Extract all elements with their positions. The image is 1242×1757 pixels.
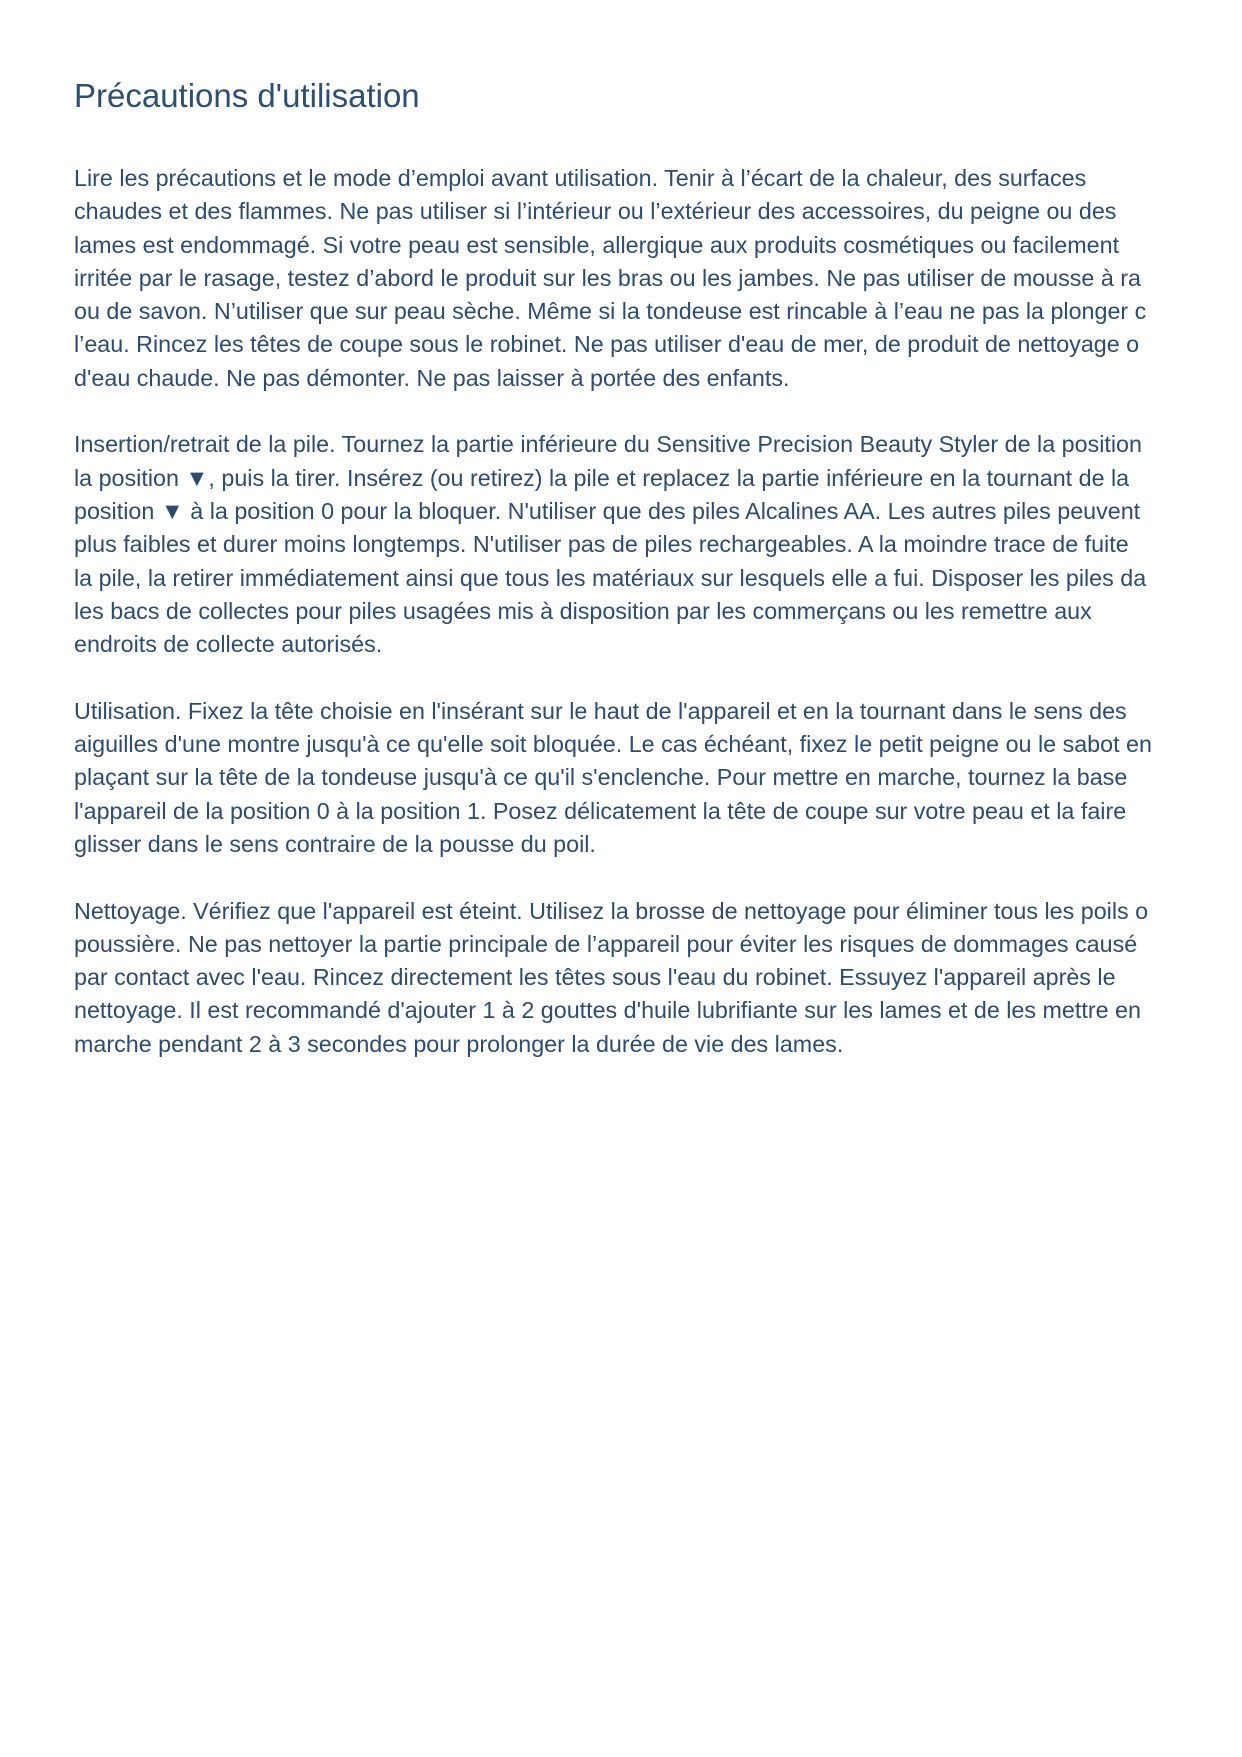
text-line: l'appareil de la position 0 à la position 1. Posez délicatement la tête de coupe sur votre peau et la faire (74, 797, 1127, 824)
text-line: les bacs de collectes pour piles usagées mis à disposition par les commerçans ou les remettre aux (74, 597, 1092, 624)
text-line: l’eau. Rincez les têtes de coupe sous le robinet. Ne pas utiliser d'eau de mer, de produit de nettoyage o (74, 331, 1140, 358)
text-line: marche pendant 2 à 3 secondes pour prolonger la durée de vie des lames. (74, 1030, 844, 1057)
text-line: plus faibles et durer moins longtemps. N'utiliser pas de piles rechargeables. A la moindre trace de fuite (74, 531, 1129, 558)
paragraph-battery (74, 428, 1184, 661)
text-line: d'eau chaude. Ne pas démonter. Ne pas laisser à portée des enfants. (74, 364, 790, 391)
text-line: nettoyage. Il est recommandé d'ajouter 1 à 2 gouttes d'huile lubrifiante sur les lames et de les mettre en (74, 997, 1141, 1024)
text-line: lames est endommagé. Si votre peau est sensible, allergique aux produits cosmétiques ou facilement (74, 231, 1120, 258)
paragraph-precautions (74, 162, 1184, 395)
text-line: chaudes et des flammes. Ne pas utiliser si l’intérieur ou l’extérieur des accessoires, du peigne ou des (74, 198, 1117, 225)
paragraph-spacer (74, 395, 1184, 428)
text-line: Insertion/retrait de la pile. Tournez la partie inférieure du Sensitive Precision Beauty Styler de la position (74, 431, 1142, 458)
paragraph-cleaning (74, 895, 1184, 1061)
text-line: aiguilles d'une montre jusqu'à ce qu'elle soit bloquée. Le cas échéant, fixez le petit peigne ou le sabot en (74, 731, 1152, 758)
document-body (74, 162, 1184, 1162)
text-line: endroits de collecte autorisés. (74, 631, 383, 658)
text-line: ou de savon. N’utiliser que sur peau sèche. Même si la tondeuse est rincable à l’eau ne pas la plonger c (74, 298, 1147, 325)
paragraph-spacer (74, 861, 1184, 894)
text-line: poussière. Ne pas nettoyer la partie principale de l’appareil pour éviter les risques de dommages causé (74, 930, 1138, 957)
text-line: Lire les précautions et le mode d’emploi avant utilisation. Tenir à l’écart de la chaleur, des surfaces (74, 165, 1087, 191)
text-line: Nettoyage. Vérifiez que l'appareil est éteint. Utilisez la brosse de nettoyage pour éliminer tous les poils o (74, 897, 1149, 924)
text-line: position ▼ à la position 0 pour la bloquer. N'utiliser que des piles Alcalines AA. Les autres piles peuvent (74, 497, 1141, 524)
text-line: la position ▼, puis la tirer. Insérez (ou retirez) la pile et replacez la partie inférieure en la tournant de la (74, 464, 1130, 491)
paragraph-spacer (74, 661, 1184, 694)
text-line: Utilisation. Fixez la tête choisie en l'insérant sur le haut de l'appareil et en la tournant dans le sens des (74, 697, 1127, 724)
page-title: Précautions d'utilisation (74, 77, 420, 114)
text-line: glisser dans le sens contraire de la pousse du poil. (74, 830, 596, 857)
paragraph-usage (74, 695, 1184, 861)
text-line: irritée par le rasage, testez d’abord le produit sur les bras ou les jambes. Ne pas utiliser de mousse à ra (74, 264, 1142, 291)
text-line: plaçant sur la tête de la tondeuse jusqu'à ce qu'il s'enclenche. Pour mettre en marche, tournez la base (74, 764, 1128, 791)
text-line: par contact avec l'eau. Rincez directement les têtes sous l'eau du robinet. Essuyez l'appareil après le (74, 964, 1116, 991)
text-line: la pile, la retirer immédiatement ainsi que tous les matériaux sur lesquels elle a fui. Disposer les piles da (74, 564, 1147, 591)
